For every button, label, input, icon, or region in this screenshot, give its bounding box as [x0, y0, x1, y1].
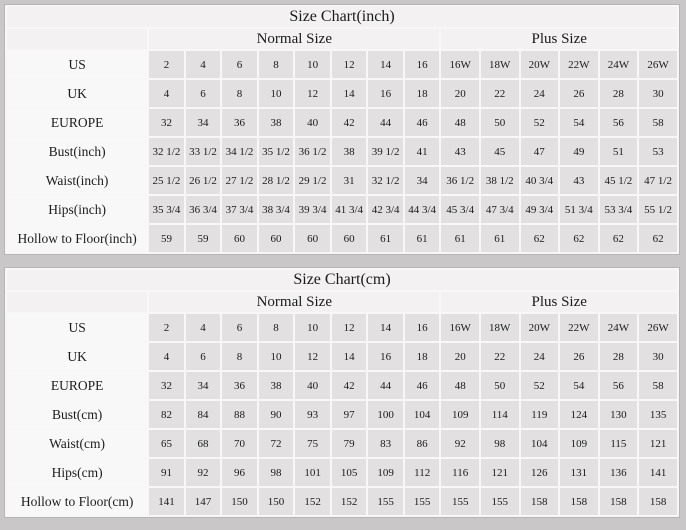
table-row [7, 488, 677, 515]
size-value-cell: 32 [149, 372, 184, 399]
size-value-cell: 70 [222, 430, 257, 457]
size-value-cell: 109 [560, 430, 598, 457]
row-label: Hips(cm) [7, 459, 147, 486]
size-value-cell: 8 [259, 314, 294, 341]
size-value-cell: 45 [481, 138, 519, 165]
size-value-cell: 49 3/4 [521, 196, 559, 223]
size-value-cell: 35 1/2 [259, 138, 294, 165]
size-value-cell: 28 [600, 343, 638, 370]
size-value-cell: 150 [222, 488, 257, 515]
size-value-cell: 31 [332, 167, 367, 194]
size-value-cell: 119 [521, 401, 559, 428]
size-value-cell: 22W [560, 314, 598, 341]
size-value-cell: 83 [368, 430, 403, 457]
size-value-cell: 104 [405, 401, 440, 428]
size-value-cell: 150 [259, 488, 294, 515]
size-value-cell: 35 3/4 [149, 196, 184, 223]
table-body [7, 51, 677, 252]
size-value-cell: 26 [560, 343, 598, 370]
size-value-cell: 26W [639, 51, 677, 78]
size-value-cell: 55 1/2 [639, 196, 677, 223]
size-value-cell: 152 [332, 488, 367, 515]
size-value-cell: 61 [441, 225, 479, 252]
size-value-cell: 47 1/2 [639, 167, 677, 194]
size-value-cell: 16 [368, 80, 403, 107]
title-row [7, 270, 677, 290]
size-value-cell: 24W [600, 51, 638, 78]
size-value-cell: 6 [186, 80, 221, 107]
table-row [7, 372, 677, 399]
size-value-cell: 39 3/4 [295, 196, 330, 223]
row-label: Hollow to Floor(cm) [7, 488, 147, 515]
size-value-cell: 104 [521, 430, 559, 457]
row-label: Bust(inch) [7, 138, 147, 165]
size-value-cell: 38 3/4 [259, 196, 294, 223]
group-header-plus-size: Plus Size [441, 292, 677, 312]
size-value-cell: 136 [600, 459, 638, 486]
size-value-cell: 26 1/2 [186, 167, 221, 194]
size-value-cell: 158 [639, 488, 677, 515]
size-value-cell: 65 [149, 430, 184, 457]
size-value-cell: 105 [332, 459, 367, 486]
size-value-cell: 52 [521, 109, 559, 136]
size-value-cell: 20 [441, 80, 479, 107]
size-value-cell: 61 [368, 225, 403, 252]
size-value-cell: 62 [639, 225, 677, 252]
size-value-cell: 42 3/4 [368, 196, 403, 223]
size-value-cell: 34 [405, 167, 440, 194]
size-value-cell: 6 [222, 51, 257, 78]
size-value-cell: 8 [222, 80, 257, 107]
size-value-cell: 38 [259, 109, 294, 136]
size-value-cell: 155 [481, 488, 519, 515]
table-body [7, 314, 677, 515]
size-value-cell: 40 3/4 [521, 167, 559, 194]
corner-cell [7, 292, 147, 312]
table-row [7, 459, 677, 486]
size-value-cell: 10 [295, 314, 330, 341]
size-value-cell: 135 [639, 401, 677, 428]
size-value-cell: 49 [560, 138, 598, 165]
size-value-cell: 41 [405, 138, 440, 165]
table-row [7, 343, 677, 370]
size-value-cell: 16W [441, 51, 479, 78]
size-value-cell: 39 1/2 [368, 138, 403, 165]
size-value-cell: 51 3/4 [560, 196, 598, 223]
size-value-cell: 33 1/2 [186, 138, 221, 165]
size-value-cell: 91 [149, 459, 184, 486]
size-value-cell: 60 [295, 225, 330, 252]
size-value-cell: 16 [405, 314, 440, 341]
size-value-cell: 34 [186, 109, 221, 136]
size-value-cell: 59 [149, 225, 184, 252]
size-value-cell: 59 [186, 225, 221, 252]
size-value-cell: 84 [186, 401, 221, 428]
size-value-cell: 16 [405, 51, 440, 78]
size-value-cell: 4 [186, 51, 221, 78]
row-label: US [7, 314, 147, 341]
size-value-cell: 100 [368, 401, 403, 428]
size-value-cell: 32 1/2 [149, 138, 184, 165]
size-value-cell: 26 [560, 80, 598, 107]
size-value-cell: 101 [295, 459, 330, 486]
size-value-cell: 58 [639, 109, 677, 136]
size-value-cell: 48 [441, 372, 479, 399]
size-value-cell: 155 [405, 488, 440, 515]
size-value-cell: 4 [149, 343, 184, 370]
size-value-cell: 14 [332, 80, 367, 107]
size-value-cell: 60 [332, 225, 367, 252]
size-value-cell: 109 [441, 401, 479, 428]
row-label: US [7, 51, 147, 78]
size-value-cell: 12 [332, 51, 367, 78]
size-value-cell: 29 1/2 [295, 167, 330, 194]
size-value-cell: 25 1/2 [149, 167, 184, 194]
table-row [7, 401, 677, 428]
size-value-cell: 72 [259, 430, 294, 457]
group-header-normal-size: Normal Size [149, 29, 439, 49]
row-label: EUROPE [7, 372, 147, 399]
size-value-cell: 61 [481, 225, 519, 252]
size-value-cell: 12 [332, 314, 367, 341]
size-value-cell: 22 [481, 80, 519, 107]
size-value-cell: 6 [186, 343, 221, 370]
row-label: Bust(cm) [7, 401, 147, 428]
row-label: EUROPE [7, 109, 147, 136]
size-value-cell: 158 [521, 488, 559, 515]
size-value-cell: 60 [259, 225, 294, 252]
size-value-cell: 28 1/2 [259, 167, 294, 194]
size-value-cell: 62 [521, 225, 559, 252]
size-value-cell: 18W [481, 314, 519, 341]
size-value-cell: 16W [441, 314, 479, 341]
size-value-cell: 38 [332, 138, 367, 165]
size-value-cell: 50 [481, 372, 519, 399]
size-value-cell: 10 [259, 80, 294, 107]
size-value-cell: 47 [521, 138, 559, 165]
size-value-cell: 26W [639, 314, 677, 341]
size-value-cell: 43 [560, 167, 598, 194]
size-value-cell: 44 [368, 372, 403, 399]
size-value-cell: 56 [600, 109, 638, 136]
table-row [7, 51, 677, 78]
size-value-cell: 4 [186, 314, 221, 341]
row-label: Hips(inch) [7, 196, 147, 223]
size-value-cell: 8 [222, 343, 257, 370]
size-value-cell: 22W [560, 51, 598, 78]
size-value-cell: 98 [259, 459, 294, 486]
table-row [7, 167, 677, 194]
size-value-cell: 124 [560, 401, 598, 428]
size-value-cell: 158 [560, 488, 598, 515]
size-value-cell: 141 [149, 488, 184, 515]
size-value-cell: 38 1/2 [481, 167, 519, 194]
size-value-cell: 20W [521, 51, 559, 78]
size-value-cell: 47 3/4 [481, 196, 519, 223]
size-value-cell: 155 [441, 488, 479, 515]
size-value-cell: 27 1/2 [222, 167, 257, 194]
size-value-cell: 20 [441, 343, 479, 370]
size-value-cell: 24 [521, 343, 559, 370]
size-value-cell: 18W [481, 51, 519, 78]
size-value-cell: 36 [222, 109, 257, 136]
size-value-cell: 54 [560, 109, 598, 136]
row-label: Hollow to Floor(inch) [7, 225, 147, 252]
size-value-cell: 10 [295, 51, 330, 78]
size-value-cell: 32 [149, 109, 184, 136]
size-value-cell: 90 [259, 401, 294, 428]
size-value-cell: 92 [186, 459, 221, 486]
size-value-cell: 45 1/2 [600, 167, 638, 194]
size-value-cell: 36 1/2 [295, 138, 330, 165]
size-value-cell: 131 [560, 459, 598, 486]
size-value-cell: 62 [600, 225, 638, 252]
size-chart-cm-table [4, 267, 680, 518]
size-chart-inch-table [4, 4, 680, 255]
size-value-cell: 14 [368, 314, 403, 341]
size-value-cell: 36 3/4 [186, 196, 221, 223]
size-value-cell: 20W [521, 314, 559, 341]
size-value-cell: 14 [332, 343, 367, 370]
size-value-cell: 58 [639, 372, 677, 399]
size-value-cell: 36 1/2 [441, 167, 479, 194]
size-value-cell: 42 [332, 372, 367, 399]
table-row [7, 225, 677, 252]
size-value-cell: 12 [295, 80, 330, 107]
size-value-cell: 126 [521, 459, 559, 486]
size-value-cell: 24W [600, 314, 638, 341]
size-value-cell: 147 [186, 488, 221, 515]
table-title: Size Chart(cm) [7, 270, 677, 290]
size-value-cell: 30 [639, 343, 677, 370]
table-row [7, 430, 677, 457]
table-row [7, 196, 677, 223]
size-value-cell: 22 [481, 343, 519, 370]
size-value-cell: 93 [295, 401, 330, 428]
size-value-cell: 30 [639, 80, 677, 107]
size-value-cell: 2 [149, 51, 184, 78]
size-value-cell: 98 [481, 430, 519, 457]
size-value-cell: 44 3/4 [405, 196, 440, 223]
table-row [7, 314, 677, 341]
size-value-cell: 60 [222, 225, 257, 252]
size-value-cell: 18 [405, 80, 440, 107]
group-header-row [7, 29, 677, 49]
size-value-cell: 68 [186, 430, 221, 457]
size-value-cell: 86 [405, 430, 440, 457]
size-value-cell: 8 [259, 51, 294, 78]
table-row [7, 109, 677, 136]
title-row [7, 7, 677, 27]
size-value-cell: 116 [441, 459, 479, 486]
row-label: Waist(cm) [7, 430, 147, 457]
size-value-cell: 37 3/4 [222, 196, 257, 223]
size-value-cell: 51 [600, 138, 638, 165]
size-value-cell: 92 [441, 430, 479, 457]
size-value-cell: 109 [368, 459, 403, 486]
size-value-cell: 46 [405, 372, 440, 399]
size-value-cell: 152 [295, 488, 330, 515]
size-value-cell: 121 [481, 459, 519, 486]
row-label: UK [7, 343, 147, 370]
size-value-cell: 12 [295, 343, 330, 370]
size-value-cell: 38 [259, 372, 294, 399]
group-header-row [7, 292, 677, 312]
size-value-cell: 79 [332, 430, 367, 457]
size-value-cell: 54 [560, 372, 598, 399]
size-value-cell: 6 [222, 314, 257, 341]
size-value-cell: 158 [600, 488, 638, 515]
table-row [7, 138, 677, 165]
size-value-cell: 41 3/4 [332, 196, 367, 223]
corner-cell [7, 29, 147, 49]
size-value-cell: 62 [560, 225, 598, 252]
size-value-cell: 2 [149, 314, 184, 341]
table-row [7, 80, 677, 107]
size-value-cell: 75 [295, 430, 330, 457]
size-value-cell: 18 [405, 343, 440, 370]
size-value-cell: 36 [222, 372, 257, 399]
size-value-cell: 34 1/2 [222, 138, 257, 165]
size-value-cell: 115 [600, 430, 638, 457]
size-value-cell: 53 3/4 [600, 196, 638, 223]
group-header-plus-size: Plus Size [441, 29, 677, 49]
size-value-cell: 88 [222, 401, 257, 428]
size-value-cell: 48 [441, 109, 479, 136]
size-value-cell: 4 [149, 80, 184, 107]
size-value-cell: 24 [521, 80, 559, 107]
size-value-cell: 10 [259, 343, 294, 370]
size-value-cell: 44 [368, 109, 403, 136]
size-value-cell: 114 [481, 401, 519, 428]
table-title: Size Chart(inch) [7, 7, 677, 27]
size-value-cell: 45 3/4 [441, 196, 479, 223]
row-label: Waist(inch) [7, 167, 147, 194]
size-value-cell: 56 [600, 372, 638, 399]
size-value-cell: 82 [149, 401, 184, 428]
size-value-cell: 50 [481, 109, 519, 136]
size-value-cell: 32 1/2 [368, 167, 403, 194]
size-value-cell: 14 [368, 51, 403, 78]
group-header-normal-size: Normal Size [149, 292, 439, 312]
size-value-cell: 42 [332, 109, 367, 136]
size-value-cell: 16 [368, 343, 403, 370]
size-value-cell: 155 [368, 488, 403, 515]
size-value-cell: 61 [405, 225, 440, 252]
size-value-cell: 97 [332, 401, 367, 428]
size-value-cell: 112 [405, 459, 440, 486]
size-value-cell: 43 [441, 138, 479, 165]
size-value-cell: 130 [600, 401, 638, 428]
size-value-cell: 46 [405, 109, 440, 136]
size-value-cell: 28 [600, 80, 638, 107]
size-value-cell: 40 [295, 372, 330, 399]
size-value-cell: 96 [222, 459, 257, 486]
size-value-cell: 141 [639, 459, 677, 486]
size-value-cell: 34 [186, 372, 221, 399]
size-value-cell: 40 [295, 109, 330, 136]
size-value-cell: 52 [521, 372, 559, 399]
size-value-cell: 121 [639, 430, 677, 457]
row-label: UK [7, 80, 147, 107]
size-value-cell: 53 [639, 138, 677, 165]
